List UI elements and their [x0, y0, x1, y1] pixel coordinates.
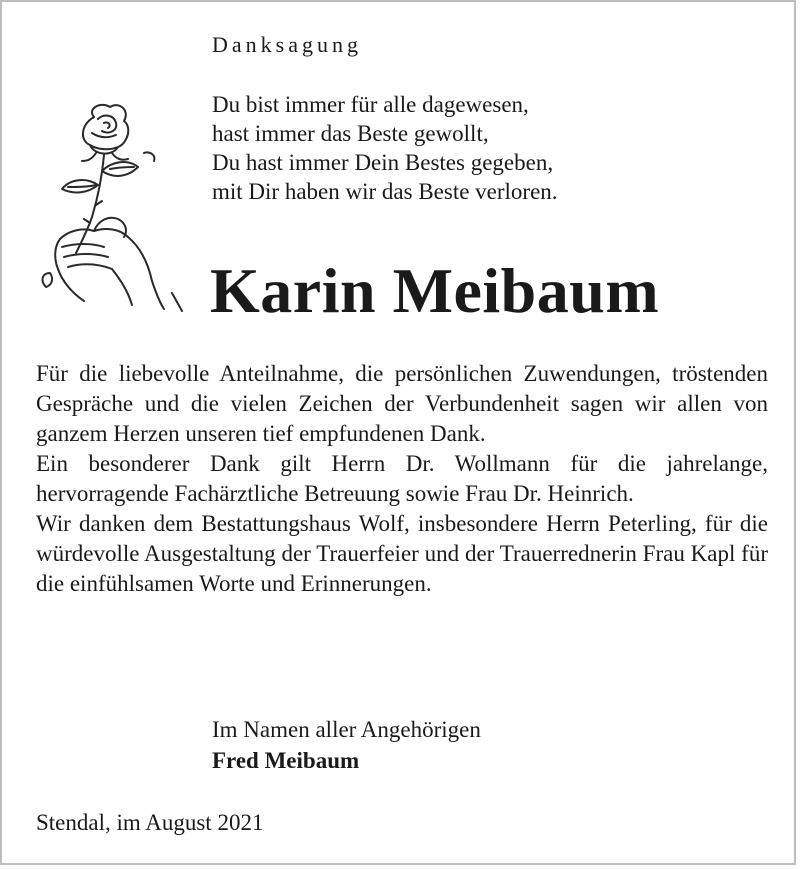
poem-line: mit Dir haben wir das Beste verloren. [212, 179, 558, 204]
thanks-paragraph: Ein besonderer Dank gilt Herrn Dr. Wollmann für die jahrelange, hervorragende Fachärztliche Betreuung sowie Frau Dr. Heinrich. [36, 451, 768, 506]
poem-line: hast immer das Beste gewollt, [212, 121, 489, 146]
deceased-name: Karin Meibaum [210, 255, 660, 326]
poem-line: Du hast immer Dein Bestes gegeben, [212, 150, 554, 175]
poem-line: Du bist immer für alle dagewesen, [212, 92, 529, 117]
signer-name: Fred Meibaum [212, 748, 360, 773]
rose-in-hand-icon [32, 97, 187, 312]
notice-heading: Danksagung [212, 32, 362, 57]
thanks-paragraph: Wir danken dem Bestattungshaus Wolf, insbesondere Herrn Peterling, für die würdevolle Ausgestaltung der Trauerfeier und der Trauerrednerin Frau Kapl für die einfühlsamen Worte und Erinnerungen. [36, 511, 768, 596]
thanks-paragraph: Für die liebevolle Anteilnahme, die persönlichen Zuwendungen, tröstenden Gespräche und die vielen Zeichen der Verbundenheit sagen wir allen von ganzem Herzen unseren tief empfundenen Dank. [36, 361, 768, 446]
signoff-label: Im Namen aller Angehörigen [212, 717, 481, 742]
place-date: Stendal, im August 2021 [36, 810, 264, 835]
thanks-text [36, 359, 768, 599]
signature-block [212, 714, 481, 776]
poem [212, 90, 558, 206]
